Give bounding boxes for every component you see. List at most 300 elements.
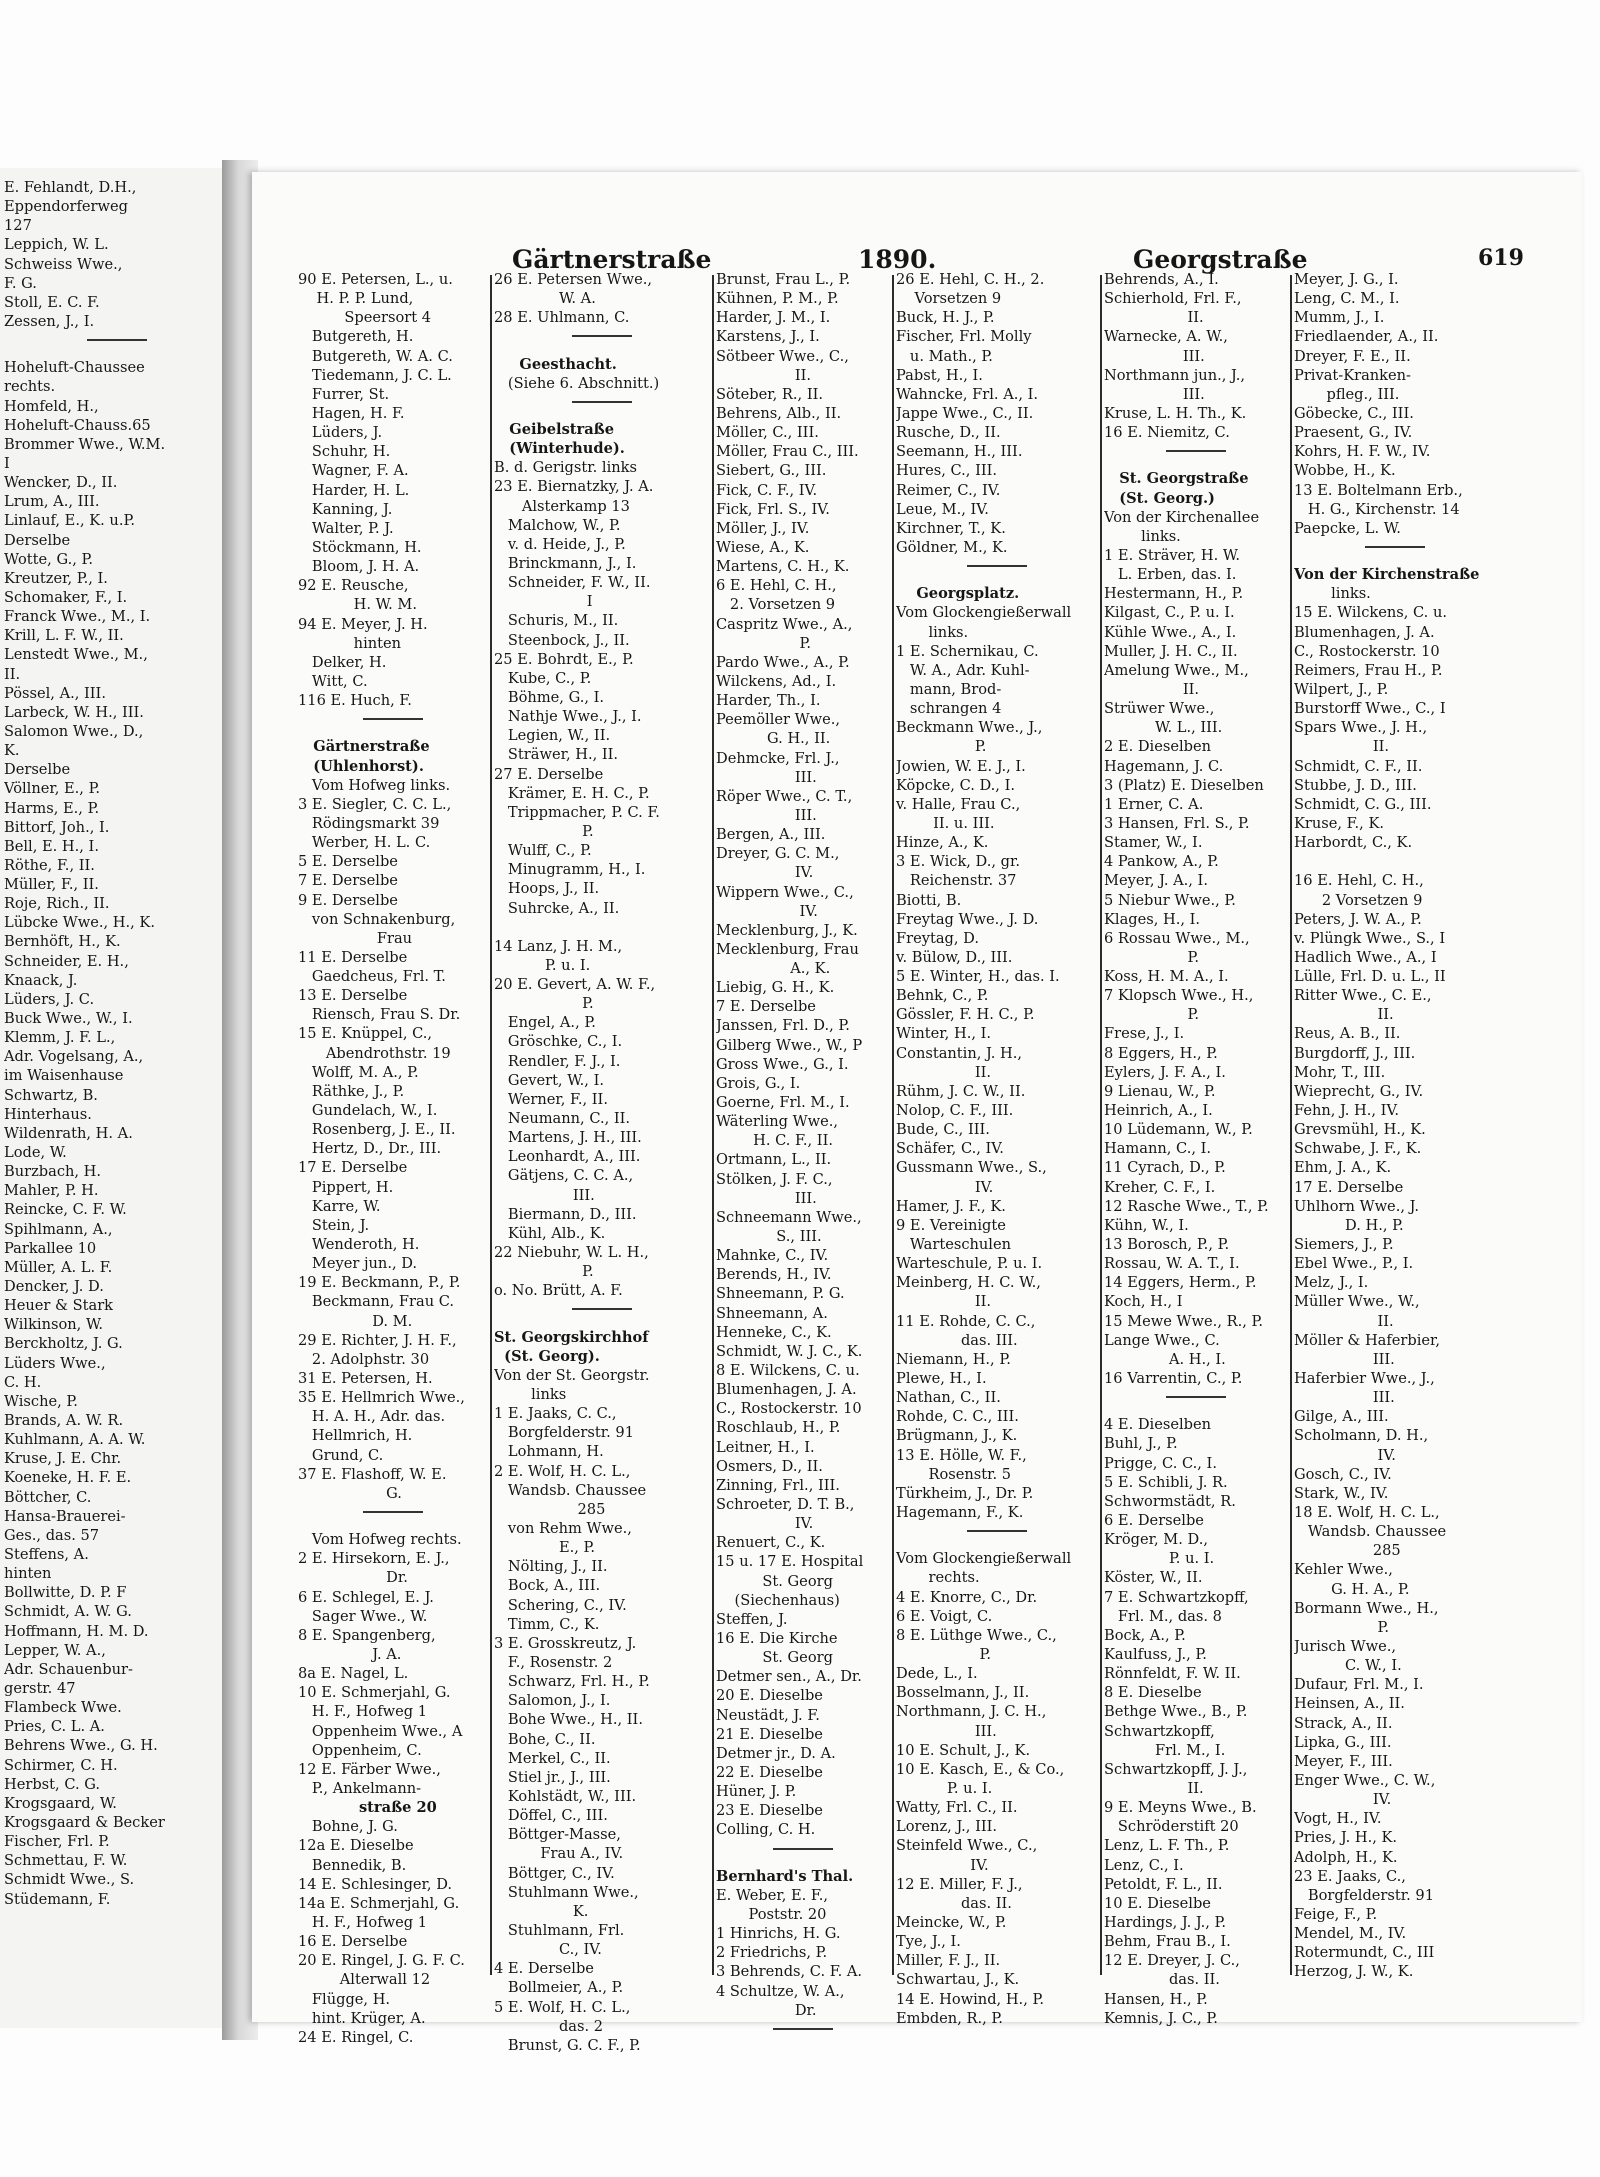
directory-line: 10 E. Kasch, E., & Co., [896,1760,1065,1778]
directory-line: Schmidt, C. F., II. [1294,757,1423,775]
directory-line: Schmettau, F. W. [4,1852,128,1870]
directory-line: Wandsb. Chaussee [494,1481,647,1499]
directory-line: Mecklenburg, Frau [716,940,859,958]
directory-line: Blumenhagen, J. A. [716,1381,857,1399]
directory-line: Vom Hofweg rechts. [298,1531,462,1549]
directory-line: 2 E. Dieselben [1104,738,1212,756]
directory-line: W. A., Adr. Kuhl- [896,661,1030,679]
directory-line: Blumenhagen, J. A. [1294,623,1435,641]
directory-line: Flambeck Wwe. [4,1699,122,1717]
directory-line: hinten [298,634,402,652]
directory-line: Lenz, C., I. [1104,1856,1184,1874]
directory-line: 4 E. Knorre, C., Dr. [896,1588,1038,1606]
directory-line: das. 2 [494,2017,604,2035]
directory-line: Bohe, C., II. [494,1730,596,1748]
directory-line: Gross Wwe., G., I. [716,1055,849,1073]
directory-line: II. [716,366,812,384]
directory-line: Stuhlmann, Frl. [494,1921,625,1939]
directory-line: 26 E. Hehl, C. H., 2. [896,271,1045,288]
directory-line: Northmann, J. C. H., [896,1703,1047,1721]
directory-line: Mahnke, C., IV. [716,1247,829,1265]
directory-line: Flügge, H. [298,1990,391,2008]
directory-line: Schweiss Wwe., [4,255,123,273]
directory-line: Adolph, H., K. [1294,1848,1398,1866]
directory-line: 8 Eggers, H., P. [1104,1044,1218,1062]
directory-line: A. H., I. [1104,1350,1226,1368]
directory-line: Sötbeer Wwe., C., [716,347,849,365]
directory-line: Klages, H., I. [1104,910,1201,928]
directory-line: Göldner, M., K. [896,538,1008,556]
directory-line: 3 E. Wick, D., gr. [896,853,1021,871]
directory-line: Böhme, G., I. [494,688,605,706]
directory-line: Leue, M., IV. [896,500,989,518]
directory-line: Fick, Frl. S., IV. [716,500,830,518]
directory-line: Poststr. 20 [716,1905,827,1923]
directory-line: III. [1104,385,1205,403]
section-divider [572,401,632,403]
directory-line: Tye, J., I. [896,1933,961,1951]
directory-line: Colling, C. H. [716,1821,816,1839]
directory-line: Geibelstraße [494,420,615,438]
directory-line: Räthke, J., P. [298,1082,405,1100]
directory-line: Hoffmann, H. M. D. [4,1622,149,1640]
directory-line: (Siehe 6. Abschnitt.) [494,374,660,392]
directory-line: Gössler, F. H. C., P. [896,1006,1035,1024]
directory-line: 4 Schultze, W. A., [716,1982,845,2000]
directory-line: Borgfelderstr. 91 [1294,1886,1434,1904]
directory-line: III. [1294,1350,1395,1368]
directory-line: Abendrothstr. 19 [298,1044,451,1062]
directory-line: Stiel jr., J., III. [494,1768,611,1786]
directory-line: Spihlmann, A., [4,1220,113,1238]
directory-line: Biotti, B. [896,891,962,909]
directory-line: Berends, H., IV. [716,1266,832,1284]
directory-line: Zinning, Frl., III. [716,1476,840,1494]
directory-line: 17 E. Derselbe [298,1159,408,1177]
directory-line: Völlner, E., P. [4,780,101,798]
directory-line: Mendel, M., IV. [1294,1925,1407,1943]
directory-line: I [494,593,593,611]
directory-line: Eylers, J. F. A., I. [1104,1063,1226,1081]
directory-line: Rohde, C. C., III. [896,1408,1019,1426]
directory-line: Rosenberg, J. E., II. [298,1121,456,1139]
directory-line: Walter, P. J. [298,519,394,537]
directory-line: E. Fehlandt, D.H., [4,179,137,196]
directory-line: Möller, C., III. [716,424,819,442]
directory-line: Gätjens, C. C. A., [494,1167,634,1185]
directory-line: Schneider, E. H., [4,952,129,970]
directory-line: IV. [896,1178,994,1196]
directory-line: Bollmeier, A., P. [494,1979,624,1997]
directory-line: Leitner, H., I. [716,1438,815,1456]
directory-line: 1 E. Jaaks, C. C., [494,1405,617,1423]
directory-line: Jowien, W. E. J., I. [896,757,1026,775]
directory-line: Koch, H., I [1104,1293,1183,1311]
directory-line: H. F., Hofweg 1 [298,1913,427,1931]
directory-line: Brunst, Frau L., P. [716,271,851,288]
directory-line: Bormann Wwe., H., [1294,1599,1439,1617]
directory-line: Wieprecht, G., IV. [1294,1082,1424,1100]
directory-line: Pippert, H. [298,1178,394,1196]
page-number: 619 [1478,245,1524,271]
directory-line: Grevsmühl, H., K. [1294,1121,1426,1139]
directory-line: Grois, G., I. [716,1074,801,1092]
directory-line: v. Bülow, D., III. [896,948,1013,966]
directory-line: Beckmann, Frau C. [298,1293,455,1311]
directory-line: Oppenheim Wwe., A [298,1722,463,1740]
directory-line: Neumann, C., II. [494,1110,631,1128]
directory-line: Parkallee 10 [4,1239,97,1257]
directory-line: Minugramm, H., I. [494,861,646,879]
directory-line: 4 E. Derselbe [494,1960,594,1978]
directory-line: Lenstedt Wwe., M., [4,646,148,664]
directory-line: 22 Niebuhr, W. L. H., [494,1244,649,1262]
directory-line: Müller, F., II. [4,876,99,894]
directory-line: Schmidt, W. J. C., K. [716,1342,863,1360]
directory-line: C. W., I. [1294,1657,1402,1675]
directory-line: IV. [896,1856,989,1874]
directory-line: Detmer sen., A., Dr. [716,1668,862,1686]
directory-line: Reimer, C., IV. [896,481,1001,499]
directory-line: Meyer jun., D. [298,1255,418,1273]
directory-line: 3 E. Grosskreutz, J. [494,1634,637,1652]
directory-line: Meinberg, H. C. W., [896,1274,1041,1292]
directory-line [4,339,229,358]
directory-line: P. [896,738,987,756]
directory-line: Schmidt, C. G., III. [1294,795,1432,813]
directory-line: 10 Lüdemann, W., P. [1104,1121,1253,1139]
directory-line: Embden, R., P. [896,2009,1003,2027]
directory-line: Reimers, Frau H., P. [1294,661,1443,679]
directory-line: 285 [1294,1542,1401,1560]
directory-line: Adr. Vogelsang, A., [4,1048,144,1066]
directory-line: Renuert, C., K. [716,1534,826,1552]
directory-line: Kruse, F., K. [1294,814,1384,832]
directory-line: Grund, C. [298,1446,384,1464]
directory-line: v. d. Heide, J., P. [494,535,626,553]
directory-line: Fischer, Frl. Molly [896,328,1032,346]
directory-line: Lipka, G., III. [1294,1733,1392,1751]
directory-line: Salomon, J., I. [494,1692,611,1710]
section-divider [1365,546,1425,548]
directory-line: Kehler Wwe., [1294,1561,1393,1579]
directory-line: 9 E. Derselbe [298,891,398,909]
directory-line: Melz, J., I. [1294,1274,1369,1292]
directory-line: P. [494,995,594,1013]
directory-line: Dr. [298,1569,408,1587]
directory-line: Mecklenburg, J., K. [716,921,858,939]
directory-line: 3 (Platz) E. Dieselben [1104,776,1264,794]
directory-line: 8 E. Lüthge Wwe., C., [896,1626,1057,1644]
directory-line: Stoll, E. C. F. [4,293,100,311]
directory-line: Martens, C. H., K. [716,558,850,576]
directory-line: III. [1104,347,1205,365]
directory-line: Miller, F. J., II. [896,1952,1001,1970]
section-divider [967,1530,1027,1532]
directory-line: Rotermundt, C., III [1294,1944,1435,1962]
directory-line: Stüdemann, F. [4,1890,111,1908]
directory-line: Malchow, W., P. [494,516,621,534]
directory-line: Schering, C., IV. [494,1596,627,1614]
directory-line: Oppenheim, C. [298,1741,422,1759]
directory-line: Dr. [716,2001,817,2019]
directory-line: Rühm, J. C. W., II. [896,1082,1026,1100]
directory-line [896,565,1098,584]
directory-line: Mahler, P. H. [4,1182,99,1200]
directory-line: 15 E. Wilckens, C. u. [1294,604,1447,622]
directory-line: 6 E. Schlegel, E. J. [298,1588,434,1606]
directory-line: Kaulfuss, J., P. [1104,1645,1207,1663]
directory-line: Hagemann, J. C. [1104,757,1224,775]
directory-line: Harder, H. L. [298,481,410,499]
directory-line: 94 E. Meyer, J. H. [298,615,428,633]
directory-line: 14a E. Schmerjahl, G. [298,1894,460,1912]
directory-line: Röthe, F., II. [4,856,95,874]
directory-line [1104,1396,1288,1415]
directory-line: Vom Glockengießerwall [896,1550,1072,1568]
directory-line: Bloom, J. H. A. [298,558,420,576]
column-rule [712,275,714,1975]
directory-line: Osmers, D., II. [716,1457,823,1475]
directory-line: Meyer, J. A., I. [1104,872,1208,890]
directory-line: Pabst, H., I. [896,366,983,384]
section-divider [967,565,1027,567]
directory-line: Bennedik, B. [298,1856,407,1874]
directory-line: Biermann, D., III. [494,1205,637,1223]
directory-line [298,718,488,737]
directory-line: Liebig, G. H., K. [716,979,835,997]
directory-line: Steffens, A. [4,1545,89,1563]
directory-line: Meyer, F., III. [1294,1752,1393,1770]
directory-line: Frau [298,929,413,947]
directory-line: 3 Hansen, Frl. S., P. [1104,814,1250,832]
directory-line: E., P. [494,1539,596,1557]
directory-line: 20 E. Gevert, A. W. F., [494,976,656,994]
directory-line: II. [1104,680,1200,698]
directory-line: 12 E. Miller, F. J., [896,1875,1023,1893]
directory-line: Reincke, C. F. W. [4,1201,127,1219]
directory-line: Wandsb. Chaussee [1294,1523,1447,1541]
directory-line: F. G. [4,274,37,292]
directory-line: Hansa-Brauerei- [4,1507,126,1525]
directory-line: H. C. F., II. [716,1132,833,1150]
directory-line: Brinckmann, J., I. [494,554,637,572]
directory-line: 28 E. Uhlmann, C. [494,309,630,327]
directory-line: Bergen, A., III. [716,826,826,844]
directory-line: Eppendorferweg [4,198,128,216]
directory-line: Rosenstr. 5 [896,1465,1012,1483]
directory-line: Butgereth, H. [298,328,414,346]
directory-line: Wotte, G., P. [4,550,93,568]
directory-line: Steenbock, J., II. [494,631,630,649]
directory-line: Speersort 4 [298,309,432,327]
directory-line: I [4,454,10,472]
directory-line: Brügmann, J., K. [896,1427,1018,1445]
directory-line: Hamer, J. F., K. [896,1197,1006,1215]
directory-line: Steinfeld Wwe., C., [896,1837,1038,1855]
directory-line: Pardo Wwe., A., P. [716,653,850,671]
directory-line: F., Rosenstr. 2 [494,1653,613,1671]
directory-line: Köster, W., II. [1104,1569,1203,1587]
directory-line: Kühnen, P. M., P. [716,290,839,308]
directory-line: Freytag, D. [896,929,979,947]
directory-line: Möller, Frau C., III. [716,443,859,461]
directory-line: Petoldt, F. L., II. [1104,1875,1223,1893]
directory-line: P. [896,1645,992,1663]
section-divider [1166,1396,1226,1398]
directory-line: Burgdorff, J., III. [1294,1044,1416,1062]
directory-line: Wenderoth, H. [298,1236,420,1254]
directory-line: Krill, L. F. W., II. [4,627,124,645]
directory-line: Kanning, J. [298,500,393,518]
directory-line: Karstens, J., I. [716,328,820,346]
directory-line: Hellmrich, H. [298,1427,413,1445]
directory-line: 127 [4,217,32,235]
directory-line: Frl. M., das. 8 [1104,1607,1222,1625]
running-head-street-right: Georgstraße [1133,245,1308,274]
directory-line: Wencker, D., II. [4,474,118,492]
directory-line: 2 Friedrichs, P. [716,1944,828,1962]
directory-line: 7 E. Derselbe [298,872,398,890]
directory-line: Suhrcke, A., II. [494,899,620,917]
directory-line: hinten [4,1565,52,1583]
directory-line: Kohrs, H. F. W., IV. [1294,443,1431,461]
directory-line: 116 E. Huch, F. [298,692,412,710]
directory-line: (Uhlenhorst). [298,757,424,775]
directory-line: Lüders Wwe., [4,1354,106,1372]
directory-line: 1 Hinrichs, H. G. [716,1925,841,1943]
directory-column-6 [1294,270,1496,1982]
directory-line: Gärtnerstraße [298,738,430,756]
directory-line: 5 E. Derselbe [298,853,398,871]
directory-line: Dencker, J. D. [4,1278,104,1296]
directory-line: 9 Lienau, W., P. [1104,1082,1216,1100]
directory-line: pfleg., III. [1294,385,1400,403]
directory-line: Goerne, Frl. M., I. [716,1094,850,1112]
directory-line: Brands, A. W. R. [4,1412,124,1429]
directory-line: 10 E. Schmerjahl, G. [298,1684,451,1702]
directory-line: Harms, E., P. [4,799,100,817]
directory-line: 285 [494,1500,606,1518]
directory-line: Hamann, C., I. [1104,1140,1212,1158]
directory-line: Kruse, J. E. Chr. [4,1450,122,1468]
directory-line: III. [494,1186,595,1204]
directory-line: Meyer, J. G., I. [1294,271,1399,288]
directory-line: 16 E. Hehl, C. H., [1294,872,1424,890]
directory-line: Schneemann Wwe., [716,1208,862,1226]
directory-line: Leonhardt, A., III. [494,1148,641,1166]
directory-line: Frl. M., I. [1104,1741,1226,1759]
directory-line: 24 E. Ringel, C. [298,2028,414,2046]
directory-line: Ehm, J. A., K. [1294,1159,1392,1177]
directory-line: Linlauf, E., K. u.P. [4,512,135,530]
directory-line: Böttger-Masse, [494,1826,621,1844]
directory-line: Göbecke, C., III. [1294,404,1414,422]
directory-line: P. [716,634,812,652]
directory-line: Adr. Schauenbur- [4,1660,133,1678]
directory-line [494,1308,710,1327]
directory-line [298,1511,488,1530]
directory-line: Gilberg Wwe., W., P [716,1036,863,1054]
directory-line: Stubbe, J. D., III. [1294,776,1417,794]
directory-line: II. [896,1063,992,1081]
directory-line: L. Erben, das. I. [1104,566,1237,584]
directory-line: III. [716,1189,817,1207]
directory-line: Vom Glockengießerwall [896,604,1072,622]
directory-line: (St. Georg). [494,1347,600,1365]
directory-line: Plewe, H., I. [896,1370,987,1388]
directory-line: Klemm, J. F. L., [4,1029,116,1047]
directory-line: K. [494,1902,589,1920]
directory-line: Gaedcheus, Frl. T. [298,968,446,986]
directory-line: Schuhr, H. [298,443,391,461]
directory-line: 8 E. Spangenberg, [298,1626,436,1644]
directory-line: Schäfer, C., IV. [896,1140,1004,1158]
directory-line: Peemöller Wwe., [716,711,841,729]
directory-line: II. u. III. [896,814,995,832]
directory-line: II. [1104,309,1204,327]
directory-line: Vom Hofweg links. [298,776,451,794]
directory-line: II. [1294,738,1390,756]
directory-line: Stöckmann, H. [298,538,422,556]
directory-line: Von der St. Georgstr. [494,1366,650,1384]
directory-line: Hardings, J. J., P. [1104,1913,1227,1931]
column-rule [892,275,894,1975]
directory-line: Rendler, F. J., I. [494,1052,621,1070]
directory-line: 13 E. Hölle, W. F., [896,1446,1027,1464]
directory-line: Müller Wwe., W., [1294,1293,1420,1311]
directory-line: Lülle, Frl. D. u. L., II [1294,968,1446,986]
section-divider [572,335,632,337]
directory-line: II. [1294,1312,1394,1330]
directory-line: 2. Vorsetzen 9 [716,596,836,614]
directory-line: Warteschule, P. u. I. [896,1255,1043,1273]
directory-line: Hures, C., III. [896,462,998,480]
directory-line: Gussmann Wwe., S., [896,1159,1047,1177]
directory-line [896,1530,1098,1549]
directory-line: das. III. [896,1331,1018,1349]
directory-line: im Waisenhause [4,1067,124,1085]
directory-line: 17 E. Derselbe [1294,1178,1404,1196]
directory-line: Siemers, J., P. [1294,1236,1394,1254]
directory-line: 92 E. Reusche, [298,577,409,595]
directory-line: Rödingsmarkt 39 [298,814,440,832]
directory-line: Kühn, W., I. [1104,1216,1189,1234]
section-divider [1166,450,1226,452]
directory-line: Neustädt, J. F. [716,1706,820,1724]
directory-line [1294,546,1496,565]
section-divider [363,718,423,720]
directory-line: Wippern Wwe., C., [716,883,854,901]
directory-line: Schneider, F. W., II. [494,574,651,592]
directory-line: v. Halle, Frau C., [896,795,1021,813]
directory-line: Lohmann, H. [494,1443,604,1461]
directory-line: Krogsgaard & Becker [4,1813,165,1831]
directory-line: Böttcher, C. [4,1488,92,1506]
directory-line [1294,852,1496,871]
running-head-year: 1890. [858,245,937,274]
directory-line: 31 E. Petersen, H. [298,1370,433,1388]
directory-line: Lange Wwe., C. [1104,1331,1220,1349]
directory-line: Rönnfeldt, F. W. II. [1104,1665,1241,1683]
directory-line: Merkel, C., II. [494,1749,611,1767]
directory-line: Wilckens, Ad., I. [716,672,837,690]
directory-line: 19 E. Beckmann, P., P. [298,1274,461,1292]
directory-line: Kohlstädt, W., III. [494,1787,637,1805]
directory-line: Harder, Th., I. [716,692,821,710]
directory-line: Buck Wwe., W., I. [4,1010,133,1028]
directory-line: 7 Klopsch Wwe., H., [1104,987,1254,1005]
